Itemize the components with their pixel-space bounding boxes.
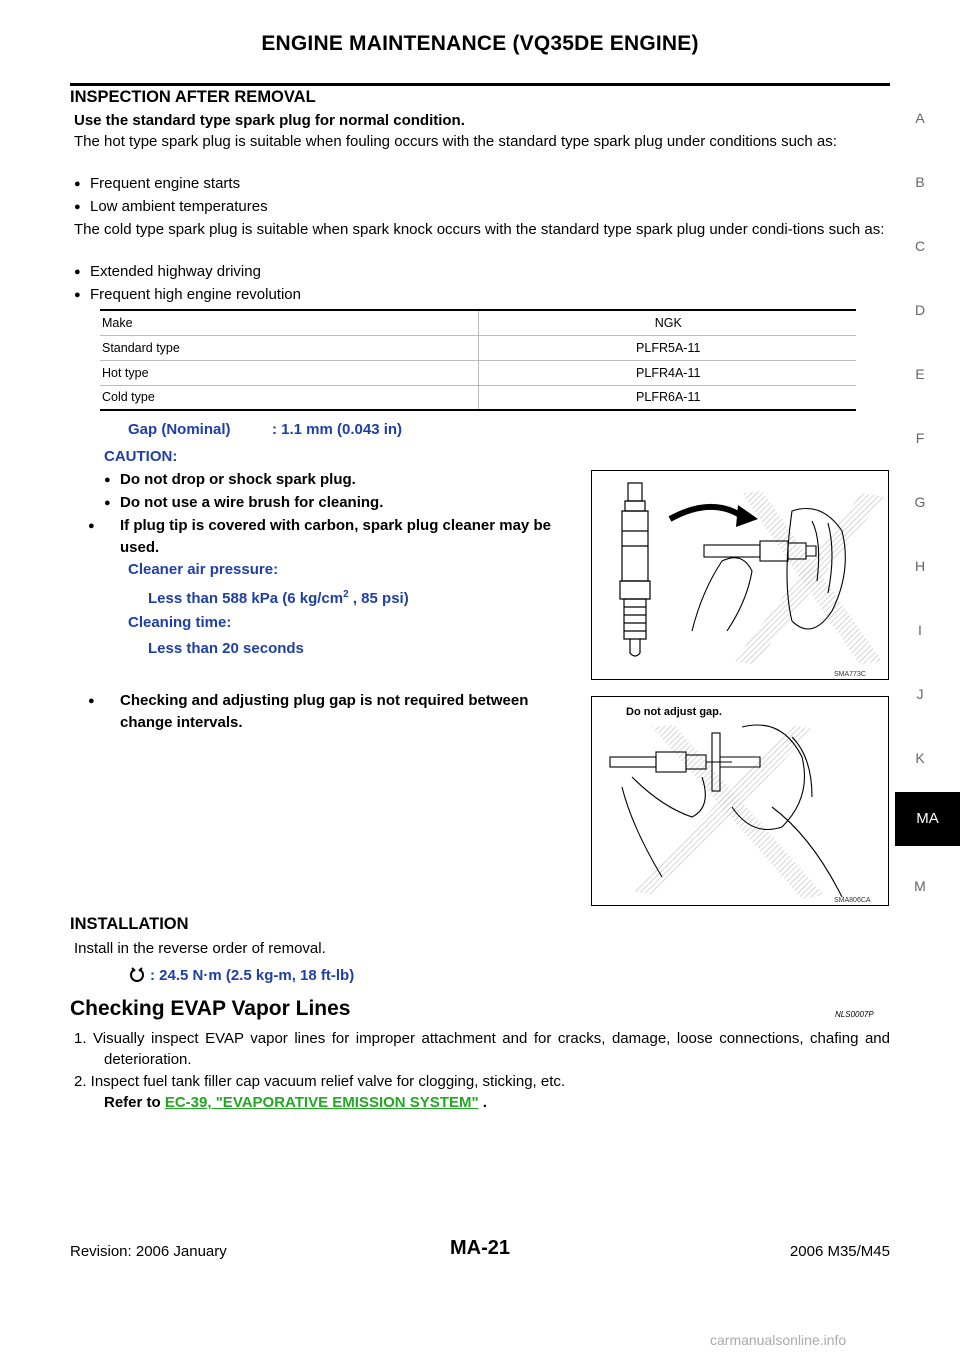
index-letter-g[interactable]: G [914, 494, 926, 510]
index-letter-i[interactable]: I [918, 622, 922, 638]
index-tab-ma[interactable]: MA [895, 792, 960, 846]
table-cell: Hot type [100, 360, 478, 385]
cold-type-paragraph: The cold type spark plug is suitable when spark knock occurs with the standard type spark plug under condi-tions such as: [74, 221, 885, 238]
table-cell: Standard type [100, 335, 478, 360]
gap-value: : 1.1 mm (0.043 in) [272, 421, 403, 438]
list-item: ● Extended highway driving [74, 263, 261, 280]
installation-text: Install in the reverse order of removal. [74, 940, 326, 957]
list-item: ● Do not use a wire brush for cleaning. [104, 494, 384, 511]
table-cell: PLFR4A-11 [478, 360, 856, 385]
table-row [100, 335, 856, 360]
evap-refer: Refer to EC-39, "EVAPORATIVE EMISSION SYSTEM" . [104, 1094, 487, 1111]
gap-adjust-illustration [592, 697, 889, 906]
section-heading-inspection: INSPECTION AFTER REMOVAL [70, 88, 316, 106]
table-cell: NGK [478, 310, 856, 335]
list-item: ● Checking and adjusting plug gap is not required between change intervals. [88, 692, 529, 731]
footer-model: 2006 M35/M45 [789, 1243, 890, 1260]
index-letter-a[interactable]: A [915, 110, 925, 126]
gap-label: Gap (Nominal) [128, 421, 231, 438]
index-letter-e[interactable]: E [915, 366, 925, 382]
spark-plug-spec-table [100, 309, 856, 411]
list-item: ● If plug tip is covered with carbon, spark plug cleaner may be used. [88, 517, 551, 556]
cleaning-time-value: Less than 20 seconds [148, 640, 304, 657]
index-letter-k[interactable]: K [915, 750, 925, 766]
section-heading-installation: INSTALLATION [70, 915, 189, 933]
table-row [100, 385, 856, 410]
figure-code: SMA773C [834, 671, 866, 678]
figure-spark-plug-cleaning [591, 470, 889, 680]
table-row [100, 310, 856, 335]
index-letter-d[interactable]: D [914, 302, 926, 318]
table-row [100, 360, 856, 385]
section-code: NLS0007P [835, 1010, 874, 1019]
figure-do-not-adjust-gap [591, 696, 889, 906]
watermark: carmanualsonline.info [710, 1332, 847, 1348]
index-letter-m[interactable]: M [914, 878, 926, 894]
refer-link-ec-39[interactable]: EC-39, "EVAPORATIVE EMISSION SYSTEM" [164, 1094, 479, 1111]
table-cell: PLFR6A-11 [478, 385, 856, 410]
index-letter-f[interactable]: F [915, 430, 925, 446]
table-cell: Cold type [100, 385, 478, 410]
torque-wrench-icon [128, 966, 146, 984]
figure-label: Do not adjust gap. [626, 706, 722, 718]
table-cell: PLFR5A-11 [478, 335, 856, 360]
footer-revision: Revision: 2006 January [70, 1243, 227, 1260]
spark-plug-cleaning-illustration [592, 471, 889, 680]
list-item: ● Low ambient temperatures [74, 198, 268, 215]
lead-text: Use the standard type spark plug for normal condition. [74, 112, 465, 129]
evap-step-2: 2. Inspect fuel tank filler cap vacuum relief valve for clogging, sticking, etc. [74, 1073, 566, 1090]
cleaning-time-label: Cleaning time: [128, 614, 232, 631]
torque-value: : 24.5 N·m (2.5 kg-m, 18 ft-lb) [150, 967, 355, 984]
list-item: ● Do not drop or shock spark plug. [104, 471, 356, 488]
caution-label: CAUTION: [104, 448, 178, 465]
hot-type-paragraph: The hot type spark plug is suitable when fouling occurs with the standard type spark plug under conditions such as: [74, 133, 837, 150]
index-letter-j[interactable]: J [916, 686, 924, 702]
list-item: ● Frequent engine starts [74, 175, 241, 192]
cleaner-pressure-value: Less than 588 kPa (6 $kg/cm^2$ , 85 psi) [148, 589, 409, 607]
cleaner-pressure-label: Cleaner air pressure: [128, 561, 279, 578]
list-item: ● Frequent high engine revolution [74, 286, 301, 303]
table-cell: Make [100, 310, 478, 335]
footer-page-number: MA-21 [449, 1237, 510, 1259]
index-letter-b[interactable]: B [915, 174, 925, 190]
evap-step-1: 1. Visually inspect EVAP vapor lines for improper attachment and for cracks, damage, loose connections, chafing and deterioration. [74, 1030, 890, 1068]
index-letter-h[interactable]: H [914, 558, 926, 574]
figure-code: SMA806CA [834, 897, 871, 904]
section-heading-evap: Checking EVAP Vapor Lines [70, 997, 351, 1020]
page-title: ENGINE MAINTENANCE (VQ35DE ENGINE) [261, 32, 699, 55]
header-rule [70, 83, 890, 86]
index-letter-c[interactable]: C [914, 238, 926, 254]
